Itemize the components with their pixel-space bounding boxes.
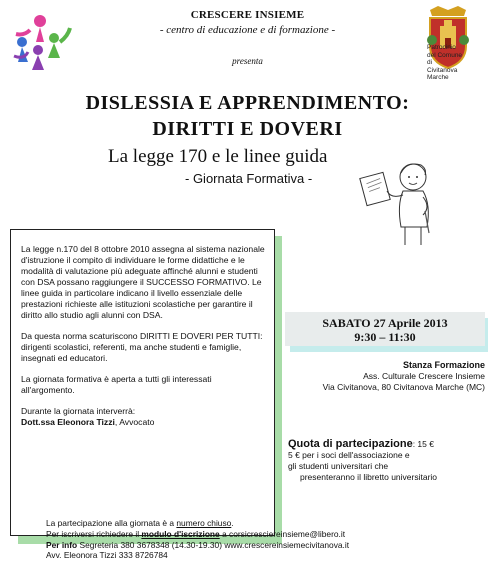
footer-info	[46, 518, 349, 561]
main-title-line1: DISLESSIA E APPRENDIMENTO:	[85, 92, 410, 114]
speaker-intro: Durante la giornata interverrà:	[21, 406, 136, 416]
footer-line	[46, 518, 349, 529]
description-box	[10, 229, 275, 536]
speaker-line	[21, 417, 266, 428]
main-title-line2: DIRITTI E DOVERI	[152, 118, 343, 140]
info-contact[interactable]: Segreteria 380 3678348 (14.30-19.30) www.crescereinsiemecivitanova.it	[77, 539, 350, 550]
footer-line	[46, 540, 349, 551]
quota-block	[288, 439, 437, 483]
location-line: Via Civitanova, 80 Civitanova Marche (MC)	[322, 382, 485, 392]
location-title: Stanza Formazione	[402, 360, 485, 370]
description-paragraph: La legge n.170 del 8 ottobre 2010 assegna al sistema nazionale d'istruzione il compito di individuare le forme didattiche e le modalità di valutazione più adeguate affinché alunni e studenti con DSA possano raggiungere il SUCCESSO FORMATIVO. Le linee guida in particolare indicano il livello essenziale delle prestazioni richieste alle istituzioni scolastiche per garantire il diritto allo studio agli alunni con DSA.	[21, 244, 265, 320]
patrocinio-text	[427, 44, 495, 82]
organization-name: CRESCERE INSIEME	[190, 9, 305, 21]
subtitle: La legge 170 e le linee guida	[108, 146, 328, 167]
quota-line: 5 € per i soci dell'associazione e	[288, 450, 410, 460]
patrocinio-line: Marche	[427, 74, 449, 81]
organization-subtitle: - centro di educazione e di formazione -	[159, 24, 336, 36]
location-line: Ass. Culturale Crescere Insieme	[363, 371, 485, 381]
event-time: 9:30 – 11:30	[354, 330, 416, 344]
giornata-formativa: - Giornata Formativa -	[185, 171, 313, 186]
patrocinio-line: Patrocinio	[427, 44, 456, 51]
description-paragraph: Da questa norma scaturiscono DIRITTI E DOVERI PER TUTTI: dirigenti scolastici, referenti, ma anche studenti e famiglie, insegnati ed educatori.	[21, 331, 263, 363]
child-writing-illustration-icon	[355, 155, 440, 250]
quota-line: gli studenti universitari che	[288, 461, 389, 471]
footer-text: Per iscriversi richiedere il	[46, 528, 142, 539]
info-label: Per info	[46, 539, 78, 550]
patrocinio-line: Civitanova	[427, 66, 458, 74]
numero-chiuso-text: numero chiuso	[176, 518, 232, 528]
email-link[interactable]: a corsicresciereinsieme@libero.it	[219, 528, 346, 539]
event-date: SABATO 27 Aprile 2013	[322, 316, 448, 330]
quota-header	[288, 439, 437, 450]
footer-text: .	[231, 518, 234, 528]
quota-amount: : 15 €	[412, 439, 434, 449]
date-box	[285, 312, 485, 346]
presenta-text: presenta	[232, 56, 263, 66]
location-block	[290, 360, 485, 393]
footer-text: La partecipazione alla giornata è a	[46, 518, 177, 528]
quota-title: Quota di partecipazione	[288, 438, 413, 450]
speaker-role: , Avvocato	[114, 417, 155, 427]
modulo-iscrizione-text: modulo d'iscrizione	[141, 528, 220, 539]
description-paragraph: La giornata formativa è aperta a tutti gli interessati all'argomento.	[21, 374, 212, 395]
footer-line: Avv. Eleonora Tizzi 333 8726784	[46, 550, 168, 561]
patrocinio-line: di	[427, 59, 433, 66]
speaker-name: Dott.ssa Eleonora Tizzi	[21, 417, 115, 427]
footer-line	[46, 529, 349, 540]
quota-line: presenteranno il libretto universitario	[300, 472, 438, 482]
patrocinio-line: del Comune	[427, 51, 463, 59]
